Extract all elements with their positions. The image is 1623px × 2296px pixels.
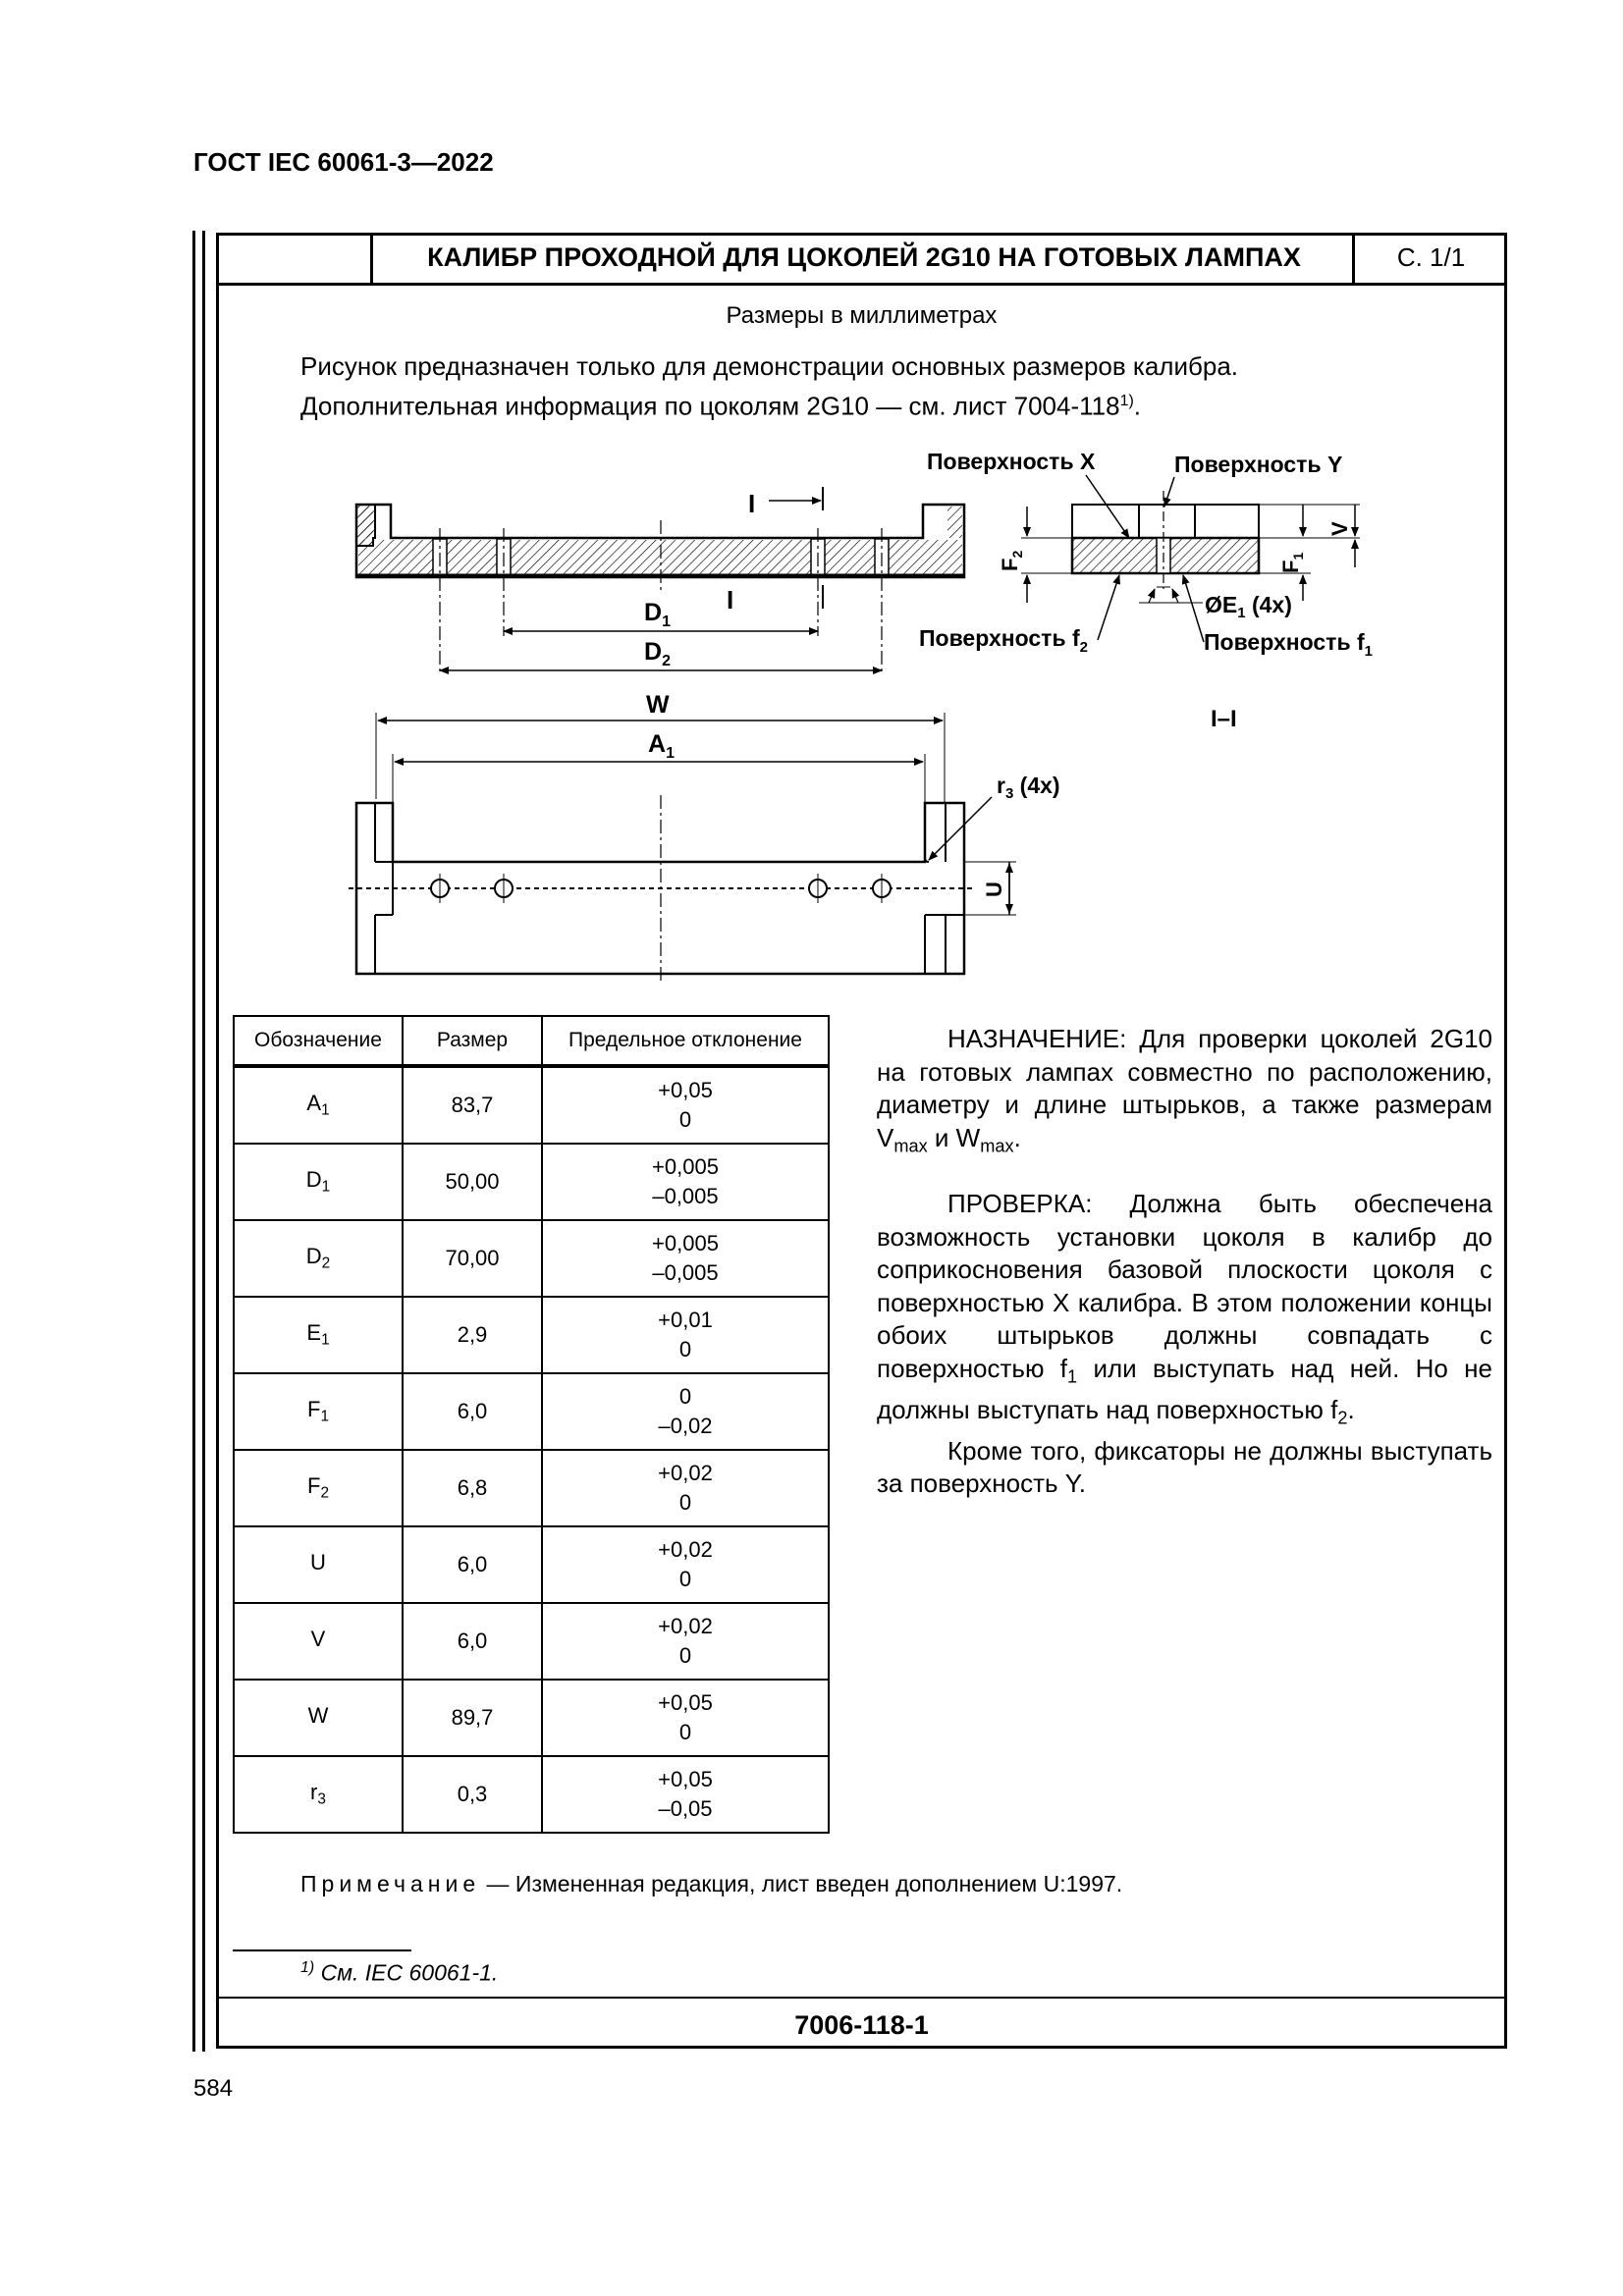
size-cell: 0,3 <box>403 1756 542 1833</box>
tolerance-cell <box>542 1373 829 1450</box>
table-row <box>234 1220 829 1297</box>
e1-symbol: ØE <box>1205 592 1238 617</box>
header-size: Размер <box>403 1016 542 1066</box>
intro-footnote-ref: 1) <box>1119 393 1134 409</box>
dim-f1-letter: F <box>1278 560 1303 573</box>
gauge-drawing <box>0 0 1623 1001</box>
tol-upper: +0,02 <box>658 1614 713 1638</box>
tol-lower: –0,005 <box>652 1260 719 1285</box>
tolerance-cell <box>542 1066 829 1144</box>
symbol-cell <box>234 1526 403 1603</box>
tolerance-cell <box>542 1450 829 1526</box>
intro-line-2-text: Дополнительная информация по цоколям 2G10 — см. лист 7004-118 <box>300 391 1120 421</box>
section-i-i-view <box>919 449 1373 732</box>
note-text: — Измененная редакция, лист введен дополнением U:1997. <box>480 1871 1123 1896</box>
symbol-sub: 2 <box>320 1484 329 1502</box>
tol-lower: –0,005 <box>652 1184 719 1208</box>
tolerance-cell <box>542 1680 829 1756</box>
size-cell: 2,9 <box>403 1297 542 1373</box>
dim-d2-sub: 2 <box>662 653 671 669</box>
symbol: W <box>307 1703 329 1729</box>
surface-f1-text: Поверхность f <box>1204 629 1365 655</box>
gauge-section-view <box>356 487 964 675</box>
section-mark-top: I <box>748 489 756 518</box>
surface-x-label: Поверхность X <box>927 449 1096 474</box>
r3-sub: 3 <box>1004 785 1014 802</box>
symbol-cell <box>234 1220 403 1297</box>
size-cell: 6,8 <box>403 1450 542 1526</box>
size-cell: 50,00 <box>403 1144 542 1220</box>
tolerance-cell <box>542 1144 829 1220</box>
tolerance-cell <box>542 1297 829 1373</box>
tol-lower: 0 <box>678 1107 692 1132</box>
dim-u-label: U <box>982 881 1006 897</box>
surface-f1-label <box>1204 629 1373 660</box>
symbol: V <box>310 1627 326 1652</box>
dim-d1-letter: D <box>644 599 663 626</box>
symbol-sub: 3 <box>317 1790 326 1808</box>
table-row <box>234 1680 829 1756</box>
page-number: 584 <box>193 2075 234 2102</box>
section-mark-bottom: I <box>727 585 734 614</box>
table-row <box>234 1144 829 1220</box>
size-cell: 83,7 <box>403 1066 542 1144</box>
dim-a1-label <box>648 730 675 762</box>
tolerance-cell <box>542 1603 829 1680</box>
tol-lower: 0 <box>678 1567 692 1591</box>
table-row <box>234 1526 829 1603</box>
tol-upper: +0,05 <box>658 1078 713 1102</box>
purpose-paragraph <box>877 1023 1492 1162</box>
dim-f2-letter: F <box>998 558 1022 571</box>
tol-lower: 0 <box>678 1643 692 1668</box>
gauge-plan-view <box>349 691 1060 982</box>
purpose-p1: НАЗНАЧЕНИЕ: Для проверки цоколей 2G10 на готовых лампах совместно по расположению, диаметру и длине штырьков, а также размерам V <box>877 1024 1492 1152</box>
tol-upper: +0,005 <box>652 1231 719 1255</box>
dimensions-table <box>233 1015 830 1834</box>
dim-a1-sub: 1 <box>666 745 675 762</box>
standard-header: ГОСТ IEC 60061-3—2022 <box>193 147 494 177</box>
symbol-sub: 1 <box>321 1331 330 1349</box>
tol-lower: –0,05 <box>658 1796 713 1821</box>
purpose-text <box>877 1023 1492 1501</box>
surface-f2-sub: 2 <box>1079 639 1088 656</box>
check-p2-sub2: 2 <box>1337 1408 1348 1428</box>
tol-lower: 0 <box>678 1490 692 1515</box>
symbol-cell <box>234 1450 403 1526</box>
tol-lower: –0,02 <box>658 1414 713 1438</box>
dim-v-label: V <box>1327 521 1352 536</box>
symbol-cell <box>234 1066 403 1144</box>
tol-upper: +0,02 <box>658 1537 713 1562</box>
dim-f1-label <box>1278 553 1306 573</box>
size-cell: 70,00 <box>403 1220 542 1297</box>
sheet-title: КАЛИБР ПРОХОДНОЙ ДЛЯ ЦОКОЛЕЙ 2G10 НА ГОТОВЫХ ЛАМПАХ <box>427 242 1301 272</box>
size-cell: 6,0 <box>403 1603 542 1680</box>
size-cell: 89,7 <box>403 1680 542 1756</box>
header-tolerance: Предельное отклонение <box>542 1016 829 1066</box>
symbol: A <box>306 1091 322 1116</box>
symbol-cell <box>234 1144 403 1220</box>
check-p2-sub1: 1 <box>1067 1366 1078 1387</box>
table-row <box>234 1373 829 1450</box>
tolerance-cell <box>542 1526 829 1603</box>
footnote-mark: 1) <box>300 1959 315 1976</box>
symbol: r <box>310 1780 318 1805</box>
tolerance-cell <box>542 1220 829 1297</box>
purpose-p1-end: . <box>1013 1122 1021 1152</box>
table-row <box>234 1066 829 1144</box>
check-paragraph <box>877 1188 1492 1434</box>
symbol-cell <box>234 1603 403 1680</box>
dim-a1-letter: A <box>648 730 667 758</box>
symbol-sub: 1 <box>321 1101 330 1119</box>
dim-d1-label <box>644 599 671 630</box>
header-symbol: Обозначение <box>234 1016 403 1066</box>
tol-upper: 0 <box>678 1384 692 1409</box>
table-header-row <box>234 1016 829 1066</box>
symbol: D <box>305 1244 322 1269</box>
size-cell: 6,0 <box>403 1526 542 1603</box>
intro-line-2-end: . <box>1133 391 1142 421</box>
table-row <box>234 1603 829 1680</box>
r3-letter: r <box>997 773 1005 798</box>
sheet-page-indicator: С. 1/1 <box>1352 233 1507 283</box>
dim-d1-sub: 1 <box>662 614 671 630</box>
sheet-number: 7006-118-1 <box>794 2010 929 2040</box>
e1-label <box>1205 592 1292 621</box>
symbol: U <box>310 1550 326 1575</box>
purpose-p1-sub1: max <box>893 1135 928 1155</box>
footer-divider <box>216 1997 1507 1999</box>
check-p2-end: . <box>1347 1394 1355 1424</box>
symbol-cell <box>234 1756 403 1833</box>
symbol: D <box>305 1167 322 1193</box>
dim-d2-label <box>644 638 671 669</box>
dim-f2-sub: 2 <box>1009 550 1025 559</box>
dim-w-label: W <box>646 691 670 719</box>
surface-f2-text: Поверхность f <box>919 625 1080 651</box>
tol-upper: +0,05 <box>658 1767 713 1791</box>
check-p2: ПРОВЕРКА: Должна быть обеспечена возможность установки цоколя в калибр до соприкосновения базовой плоскости цоколя с поверхностью X калибра. В этом положении концы обоих штырьков должны совпадать с поверхностью f <box>877 1189 1492 1383</box>
symbol-cell <box>234 1373 403 1450</box>
intro-line-1: Рисунок предназначен только для демонстрации основных размеров калибра. <box>300 351 1239 381</box>
symbol-cell <box>234 1297 403 1373</box>
tolerance-cell <box>542 1756 829 1833</box>
note <box>300 1871 1122 1897</box>
symbol-cell <box>234 1680 403 1756</box>
table-row <box>234 1297 829 1373</box>
symbol-sub: 2 <box>321 1255 331 1272</box>
fixators-paragraph: Кроме того, фиксаторы не должны выступать за поверхность Y. <box>877 1435 1492 1499</box>
e1-count: (4x) <box>1245 592 1292 617</box>
check-p2-mid: или выступать над ней. Но не должны выступать над поверхностью f <box>877 1353 1492 1424</box>
surface-f2-label <box>919 625 1088 656</box>
tol-upper: +0,005 <box>652 1154 719 1179</box>
table-row <box>234 1450 829 1526</box>
surface-f1-sub: 1 <box>1364 643 1373 660</box>
tol-lower: 0 <box>678 1720 692 1744</box>
tol-upper: +0,02 <box>658 1461 713 1485</box>
symbol-sub: 1 <box>320 1408 329 1425</box>
symbol: F <box>306 1397 321 1422</box>
symbol-sub: 1 <box>321 1178 331 1196</box>
r3-label <box>997 773 1060 802</box>
r3-count: (4x) <box>1013 773 1060 798</box>
units-note: Размеры в миллиметрах <box>726 302 998 329</box>
purpose-p1-sub2: max <box>980 1135 1014 1155</box>
tol-upper: +0,05 <box>658 1690 713 1715</box>
surface-y-label: Поверхность Y <box>1174 452 1343 477</box>
tol-lower: 0 <box>678 1337 692 1362</box>
section-i-i-label: I–I <box>1211 706 1237 732</box>
size-cell: 6,0 <box>403 1373 542 1450</box>
table-row <box>234 1756 829 1833</box>
dim-f1-sub: 1 <box>1290 552 1306 561</box>
note-label: Примечание <box>300 1871 481 1896</box>
footnote-divider <box>233 1949 411 1951</box>
symbol: F <box>306 1473 321 1499</box>
dim-d2-letter: D <box>644 638 663 666</box>
tol-upper: +0,01 <box>658 1308 713 1332</box>
purpose-p1-mid: и W <box>927 1122 981 1152</box>
footnote <box>300 1959 498 1987</box>
footnote-text: См. IEC 60061-1. <box>314 1959 499 1986</box>
dim-f2-label <box>998 551 1025 571</box>
symbol: E <box>306 1320 322 1346</box>
e1-sub: 1 <box>1237 605 1246 621</box>
